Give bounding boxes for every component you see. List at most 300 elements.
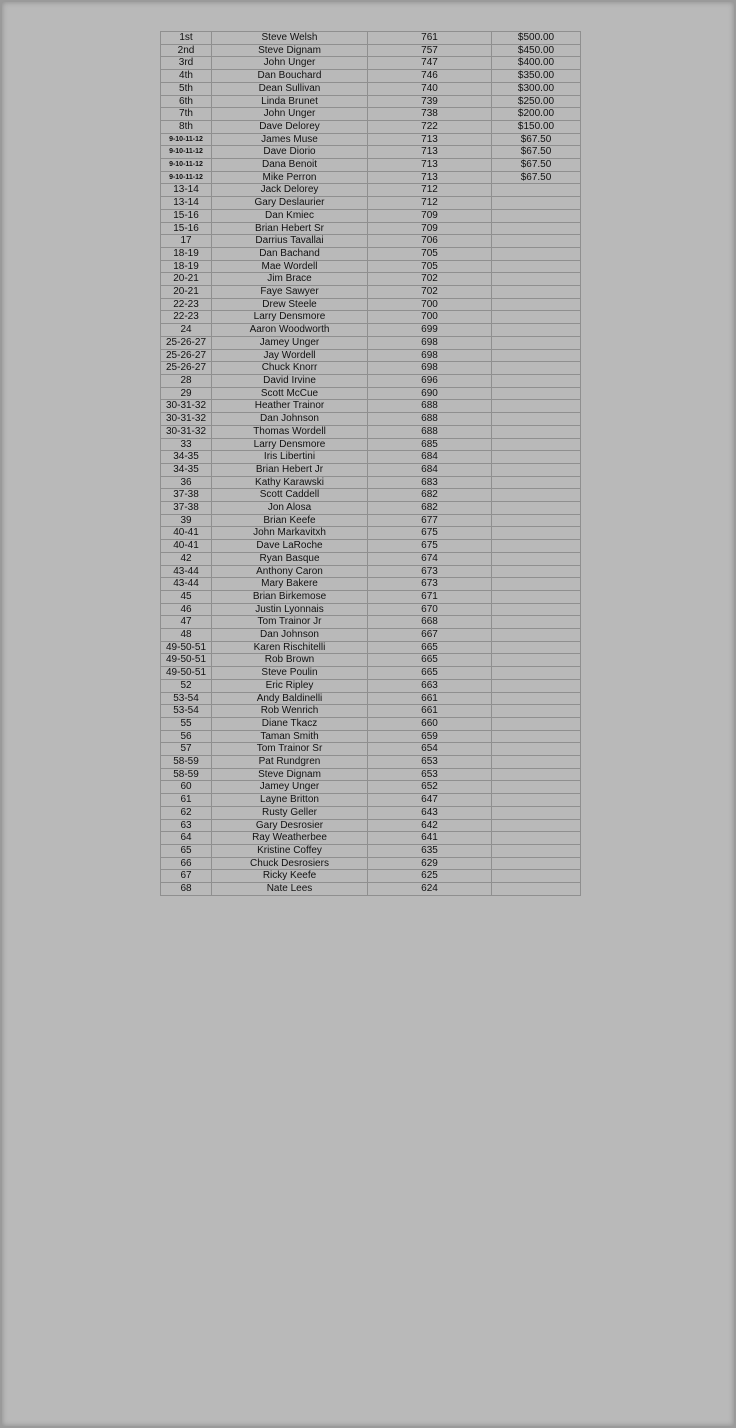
score-cell: 713 [368, 146, 492, 159]
table-row [161, 883, 581, 896]
prize-cell: $67.50 [492, 159, 581, 172]
prize-cell [492, 260, 581, 273]
score-cell: 690 [368, 387, 492, 400]
name-cell: Rob Brown [212, 654, 368, 667]
name-cell: Kristine Coffey [212, 845, 368, 858]
score-cell: 699 [368, 324, 492, 337]
prize-cell [492, 743, 581, 756]
place-cell: 49-50-51 [161, 667, 212, 680]
place-cell: 24 [161, 324, 212, 337]
table-row [161, 540, 581, 553]
name-cell: Ricky Keefe [212, 870, 368, 883]
prize-cell: $350.00 [492, 70, 581, 83]
table-row [161, 616, 581, 629]
place-cell: 49-50-51 [161, 654, 212, 667]
place-cell: 43-44 [161, 565, 212, 578]
place-cell: 29 [161, 387, 212, 400]
place-cell: 67 [161, 870, 212, 883]
name-cell: Larry Densmore [212, 311, 368, 324]
prize-cell [492, 489, 581, 502]
results-table-body [161, 32, 581, 896]
score-cell: 659 [368, 730, 492, 743]
prize-cell [492, 273, 581, 286]
place-cell: 46 [161, 603, 212, 616]
table-row [161, 311, 581, 324]
prize-cell [492, 603, 581, 616]
place-cell: 64 [161, 832, 212, 845]
table-row [161, 654, 581, 667]
score-cell: 757 [368, 44, 492, 57]
place-cell: 47 [161, 616, 212, 629]
prize-cell [492, 374, 581, 387]
prize-cell [492, 552, 581, 565]
name-cell: Chuck Desrosiers [212, 857, 368, 870]
prize-cell [492, 768, 581, 781]
prize-cell [492, 832, 581, 845]
score-cell: 688 [368, 400, 492, 413]
table-row [161, 209, 581, 222]
score-cell: 674 [368, 552, 492, 565]
name-cell: Diane Tkacz [212, 717, 368, 730]
table-row [161, 590, 581, 603]
table-row [161, 95, 581, 108]
prize-cell [492, 476, 581, 489]
place-cell: 58-59 [161, 756, 212, 769]
name-cell: Nate Lees [212, 883, 368, 896]
score-cell: 702 [368, 273, 492, 286]
score-cell: 668 [368, 616, 492, 629]
name-cell: Chuck Knorr [212, 362, 368, 375]
score-cell: 688 [368, 413, 492, 426]
score-cell: 629 [368, 857, 492, 870]
prize-cell [492, 413, 581, 426]
place-cell: 48 [161, 629, 212, 642]
table-row [161, 70, 581, 83]
prize-cell [492, 667, 581, 680]
name-cell: Steve Dignam [212, 44, 368, 57]
score-cell: 653 [368, 756, 492, 769]
prize-cell [492, 527, 581, 540]
table-row [161, 222, 581, 235]
place-cell: 15-16 [161, 222, 212, 235]
prize-cell [492, 298, 581, 311]
prize-cell [492, 679, 581, 692]
table-row [161, 374, 581, 387]
place-cell: 65 [161, 845, 212, 858]
prize-cell [492, 387, 581, 400]
prize-cell [492, 336, 581, 349]
place-cell: 9-10-11-12 [161, 159, 212, 172]
table-row [161, 235, 581, 248]
name-cell: Dan Bachand [212, 247, 368, 260]
table-row [161, 476, 581, 489]
name-cell: Karen Rischitelli [212, 641, 368, 654]
score-cell: 673 [368, 578, 492, 591]
score-cell: 682 [368, 489, 492, 502]
name-cell: John Unger [212, 108, 368, 121]
prize-cell [492, 247, 581, 260]
table-row [161, 324, 581, 337]
place-cell: 9-10-11-12 [161, 171, 212, 184]
score-cell: 698 [368, 349, 492, 362]
name-cell: Dave Delorey [212, 120, 368, 133]
score-cell: 663 [368, 679, 492, 692]
place-cell: 55 [161, 717, 212, 730]
name-cell: David Irvine [212, 374, 368, 387]
score-cell: 713 [368, 159, 492, 172]
name-cell: Mary Bakere [212, 578, 368, 591]
table-row [161, 108, 581, 121]
name-cell: Dave LaRoche [212, 540, 368, 553]
score-cell: 685 [368, 438, 492, 451]
place-cell: 9-10-11-12 [161, 133, 212, 146]
score-cell: 641 [368, 832, 492, 845]
name-cell: Dan Bouchard [212, 70, 368, 83]
name-cell: Aaron Woodworth [212, 324, 368, 337]
name-cell: Ray Weatherbee [212, 832, 368, 845]
name-cell: Dana Benoit [212, 159, 368, 172]
prize-cell [492, 565, 581, 578]
prize-cell [492, 400, 581, 413]
place-cell: 42 [161, 552, 212, 565]
score-cell: 675 [368, 527, 492, 540]
place-cell: 34-35 [161, 451, 212, 464]
name-cell: Rob Wenrich [212, 705, 368, 718]
place-cell: 1st [161, 32, 212, 45]
score-cell: 746 [368, 70, 492, 83]
prize-cell [492, 819, 581, 832]
table-row [161, 870, 581, 883]
name-cell: Jamey Unger [212, 336, 368, 349]
score-cell: 643 [368, 806, 492, 819]
score-cell: 684 [368, 463, 492, 476]
place-cell: 53-54 [161, 692, 212, 705]
score-cell: 740 [368, 82, 492, 95]
place-cell: 68 [161, 883, 212, 896]
name-cell: Justin Lyonnais [212, 603, 368, 616]
name-cell: Thomas Wordell [212, 425, 368, 438]
place-cell: 57 [161, 743, 212, 756]
place-cell: 2nd [161, 44, 212, 57]
name-cell: John Markavitxh [212, 527, 368, 540]
place-cell: 22-23 [161, 298, 212, 311]
table-row [161, 552, 581, 565]
table-row [161, 413, 581, 426]
table-row [161, 489, 581, 502]
table-row [161, 463, 581, 476]
name-cell: John Unger [212, 57, 368, 70]
table-row [161, 603, 581, 616]
table-row [161, 387, 581, 400]
score-cell: 706 [368, 235, 492, 248]
score-cell: 738 [368, 108, 492, 121]
name-cell: Jim Brace [212, 273, 368, 286]
prize-cell: $200.00 [492, 108, 581, 121]
name-cell: Larry Densmore [212, 438, 368, 451]
name-cell: Ryan Basque [212, 552, 368, 565]
score-cell: 654 [368, 743, 492, 756]
place-cell: 60 [161, 781, 212, 794]
prize-cell: $67.50 [492, 171, 581, 184]
score-cell: 684 [368, 451, 492, 464]
prize-cell [492, 590, 581, 603]
score-cell: 709 [368, 222, 492, 235]
table-row [161, 184, 581, 197]
place-cell: 20-21 [161, 286, 212, 299]
place-cell: 40-41 [161, 540, 212, 553]
table-row [161, 336, 581, 349]
place-cell: 22-23 [161, 311, 212, 324]
place-cell: 33 [161, 438, 212, 451]
prize-cell [492, 502, 581, 515]
place-cell: 39 [161, 514, 212, 527]
prize-cell [492, 209, 581, 222]
table-row [161, 527, 581, 540]
place-cell: 63 [161, 819, 212, 832]
place-cell: 52 [161, 679, 212, 692]
prize-cell [492, 540, 581, 553]
score-cell: 739 [368, 95, 492, 108]
prize-cell [492, 349, 581, 362]
score-cell: 660 [368, 717, 492, 730]
prize-cell: $500.00 [492, 32, 581, 45]
prize-cell [492, 870, 581, 883]
table-row [161, 502, 581, 515]
place-cell: 17 [161, 235, 212, 248]
prize-cell [492, 616, 581, 629]
table-row [161, 349, 581, 362]
table-row [161, 717, 581, 730]
place-cell: 18-19 [161, 247, 212, 260]
table-row [161, 641, 581, 654]
prize-cell [492, 692, 581, 705]
results-table [160, 31, 581, 896]
place-cell: 25-26-27 [161, 349, 212, 362]
prize-cell [492, 222, 581, 235]
prize-cell: $450.00 [492, 44, 581, 57]
name-cell: Jay Wordell [212, 349, 368, 362]
score-cell: 696 [368, 374, 492, 387]
table-row [161, 260, 581, 273]
place-cell: 34-35 [161, 463, 212, 476]
score-cell: 661 [368, 692, 492, 705]
table-row [161, 120, 581, 133]
score-cell: 705 [368, 260, 492, 273]
name-cell: Steve Welsh [212, 32, 368, 45]
place-cell: 37-38 [161, 502, 212, 515]
score-cell: 712 [368, 184, 492, 197]
name-cell: Drew Steele [212, 298, 368, 311]
table-row [161, 730, 581, 743]
table-row [161, 629, 581, 642]
prize-cell [492, 883, 581, 896]
name-cell: Brian Hebert Sr [212, 222, 368, 235]
table-row [161, 400, 581, 413]
name-cell: Pat Rundgren [212, 756, 368, 769]
score-cell: 677 [368, 514, 492, 527]
table-row [161, 514, 581, 527]
place-cell: 37-38 [161, 489, 212, 502]
score-cell: 688 [368, 425, 492, 438]
place-cell: 45 [161, 590, 212, 603]
place-cell: 66 [161, 857, 212, 870]
prize-cell: $400.00 [492, 57, 581, 70]
score-cell: 635 [368, 845, 492, 858]
score-cell: 665 [368, 641, 492, 654]
table-row [161, 794, 581, 807]
place-cell: 13-14 [161, 197, 212, 210]
prize-cell [492, 641, 581, 654]
place-cell: 36 [161, 476, 212, 489]
score-cell: 653 [368, 768, 492, 781]
table-row [161, 806, 581, 819]
place-cell: 20-21 [161, 273, 212, 286]
prize-cell [492, 463, 581, 476]
place-cell: 4th [161, 70, 212, 83]
score-cell: 665 [368, 667, 492, 680]
score-cell: 675 [368, 540, 492, 553]
name-cell: Brian Keefe [212, 514, 368, 527]
table-row [161, 743, 581, 756]
prize-cell: $250.00 [492, 95, 581, 108]
table-row [161, 425, 581, 438]
score-cell: 713 [368, 171, 492, 184]
prize-cell [492, 781, 581, 794]
name-cell: Heather Trainor [212, 400, 368, 413]
name-cell: Tom Trainor Jr [212, 616, 368, 629]
prize-cell [492, 629, 581, 642]
name-cell: Dan Johnson [212, 629, 368, 642]
name-cell: Dave Diorio [212, 146, 368, 159]
prize-cell: $67.50 [492, 146, 581, 159]
table-row [161, 298, 581, 311]
table-row [161, 82, 581, 95]
table-row [161, 171, 581, 184]
score-cell: 747 [368, 57, 492, 70]
place-cell: 30-31-32 [161, 400, 212, 413]
place-cell: 49-50-51 [161, 641, 212, 654]
score-cell: 625 [368, 870, 492, 883]
place-cell: 7th [161, 108, 212, 121]
place-cell: 56 [161, 730, 212, 743]
table-row [161, 44, 581, 57]
score-cell: 698 [368, 362, 492, 375]
score-cell: 642 [368, 819, 492, 832]
score-cell: 705 [368, 247, 492, 260]
score-cell: 683 [368, 476, 492, 489]
table-row [161, 273, 581, 286]
score-cell: 700 [368, 298, 492, 311]
table-row [161, 32, 581, 45]
table-row [161, 286, 581, 299]
prize-cell [492, 578, 581, 591]
score-cell: 667 [368, 629, 492, 642]
place-cell: 25-26-27 [161, 362, 212, 375]
place-cell: 61 [161, 794, 212, 807]
name-cell: Layne Britton [212, 794, 368, 807]
place-cell: 43-44 [161, 578, 212, 591]
score-cell: 698 [368, 336, 492, 349]
prize-cell [492, 806, 581, 819]
prize-cell [492, 311, 581, 324]
name-cell: Brian Hebert Jr [212, 463, 368, 476]
score-cell: 665 [368, 654, 492, 667]
score-cell: 682 [368, 502, 492, 515]
prize-cell [492, 235, 581, 248]
prize-cell [492, 197, 581, 210]
score-cell: 761 [368, 32, 492, 45]
score-cell: 709 [368, 209, 492, 222]
prize-cell [492, 730, 581, 743]
table-row [161, 133, 581, 146]
prize-cell [492, 286, 581, 299]
prize-cell [492, 654, 581, 667]
prize-cell [492, 857, 581, 870]
table-row [161, 146, 581, 159]
name-cell: Andy Baldinelli [212, 692, 368, 705]
table-row [161, 438, 581, 451]
name-cell: Mike Perron [212, 171, 368, 184]
name-cell: Tom Trainor Sr [212, 743, 368, 756]
place-cell: 13-14 [161, 184, 212, 197]
name-cell: Iris Libertini [212, 451, 368, 464]
table-row [161, 756, 581, 769]
place-cell: 25-26-27 [161, 336, 212, 349]
place-cell: 3rd [161, 57, 212, 70]
name-cell: Dean Sullivan [212, 82, 368, 95]
name-cell: Gary Desrosier [212, 819, 368, 832]
prize-cell [492, 324, 581, 337]
name-cell: Linda Brunet [212, 95, 368, 108]
score-cell: 624 [368, 883, 492, 896]
place-cell: 62 [161, 806, 212, 819]
place-cell: 9-10-11-12 [161, 146, 212, 159]
place-cell: 40-41 [161, 527, 212, 540]
table-row [161, 845, 581, 858]
score-cell: 671 [368, 590, 492, 603]
name-cell: Jamey Unger [212, 781, 368, 794]
name-cell: James Muse [212, 133, 368, 146]
prize-cell [492, 184, 581, 197]
table-row [161, 857, 581, 870]
score-cell: 700 [368, 311, 492, 324]
score-cell: 673 [368, 565, 492, 578]
name-cell: Anthony Caron [212, 565, 368, 578]
place-cell: 8th [161, 120, 212, 133]
table-row [161, 451, 581, 464]
place-cell: 28 [161, 374, 212, 387]
prize-cell [492, 794, 581, 807]
name-cell: Steve Dignam [212, 768, 368, 781]
place-cell: 15-16 [161, 209, 212, 222]
table-row [161, 197, 581, 210]
score-cell: 647 [368, 794, 492, 807]
name-cell: Jack Delorey [212, 184, 368, 197]
prize-cell: $300.00 [492, 82, 581, 95]
table-row [161, 57, 581, 70]
score-cell: 661 [368, 705, 492, 718]
prize-cell [492, 717, 581, 730]
prize-cell [492, 438, 581, 451]
table-row [161, 692, 581, 705]
place-cell: 58-59 [161, 768, 212, 781]
table-row [161, 565, 581, 578]
table-row [161, 578, 581, 591]
name-cell: Dan Johnson [212, 413, 368, 426]
place-cell: 18-19 [161, 260, 212, 273]
name-cell: Steve Poulin [212, 667, 368, 680]
place-cell: 30-31-32 [161, 425, 212, 438]
